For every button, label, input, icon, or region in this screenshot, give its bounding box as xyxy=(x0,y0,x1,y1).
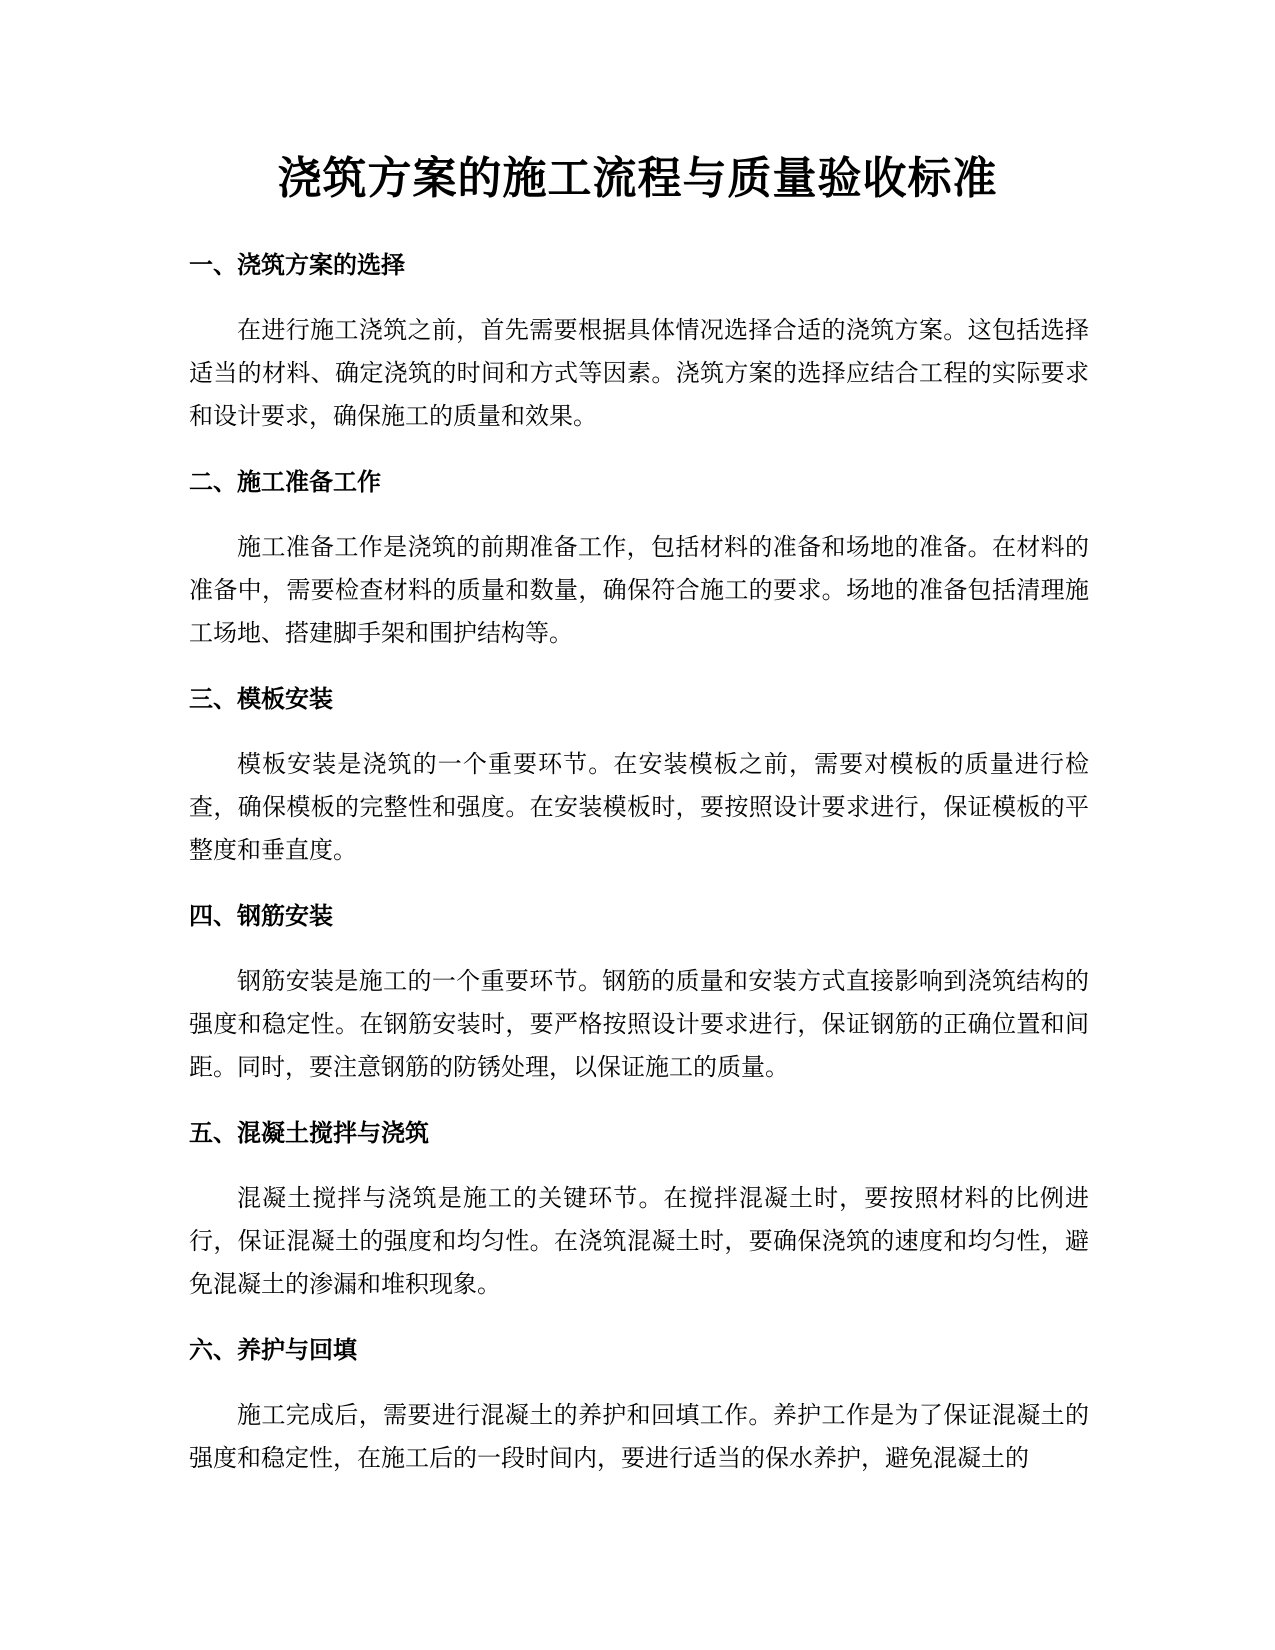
section-paragraph: 在进行施工浇筑之前，首先需要根据具体情况选择合适的浇筑方案。这包括选择适当的材料、确定浇筑的时间和方式等因素。浇筑方案的选择应结合工程的实际要求和设计要求，确保施工的质量和效果。 xyxy=(189,316,1089,430)
section-6 xyxy=(189,1333,1089,1480)
section-paragraph: 施工完成后，需要进行混凝土的养护和回填工作。养护工作是为了保证混凝土的强度和稳定性，在施工后的一段时间内，要进行适当的保水养护，避免混凝土的 xyxy=(189,1401,1089,1472)
section-3 xyxy=(189,682,1089,872)
section-1 xyxy=(189,248,1089,438)
section-heading: 二、施工准备工作 xyxy=(189,468,381,496)
section-paragraph: 钢筋安装是施工的一个重要环节。钢筋的质量和安装方式直接影响到浇筑结构的强度和稳定性。在钢筋安装时，要严格按照设计要求进行，保证钢筋的正确位置和间距。同时，要注意钢筋的防锈处理，以保证施工的质量。 xyxy=(189,967,1089,1081)
section-heading: 六、养护与回填 xyxy=(189,1336,357,1364)
section-4 xyxy=(189,899,1089,1089)
section-heading: 三、模板安装 xyxy=(189,685,333,713)
section-heading: 四、钢筋安装 xyxy=(189,902,333,930)
section-heading: 五、混凝土搅拌与浇筑 xyxy=(189,1119,429,1147)
section-heading: 一、浇筑方案的选择 xyxy=(189,251,405,279)
section-5 xyxy=(189,1116,1089,1306)
document-title: 浇筑方案的施工流程与质量验收标准 xyxy=(277,153,998,204)
section-paragraph: 施工准备工作是浇筑的前期准备工作，包括材料的准备和场地的准备。在材料的准备中，需要检查材料的质量和数量，确保符合施工的要求。场地的准备包括清理施工场地、搭建脚手架和围护结构等。 xyxy=(189,533,1089,647)
section-paragraph: 混凝土搅拌与浇筑是施工的关键环节。在搅拌混凝土时，要按照材料的比例进行，保证混凝土的强度和均匀性。在浇筑混凝土时，要确保浇筑的速度和均匀性，避免混凝土的渗漏和堆积现象。 xyxy=(189,1184,1089,1298)
section-paragraph: 模板安装是浇筑的一个重要环节。在安装模板之前，需要对模板的质量进行检查，确保模板的完整性和强度。在安装模板时，要按照设计要求进行，保证模板的平整度和垂直度。 xyxy=(189,750,1089,864)
section-2 xyxy=(189,465,1089,655)
